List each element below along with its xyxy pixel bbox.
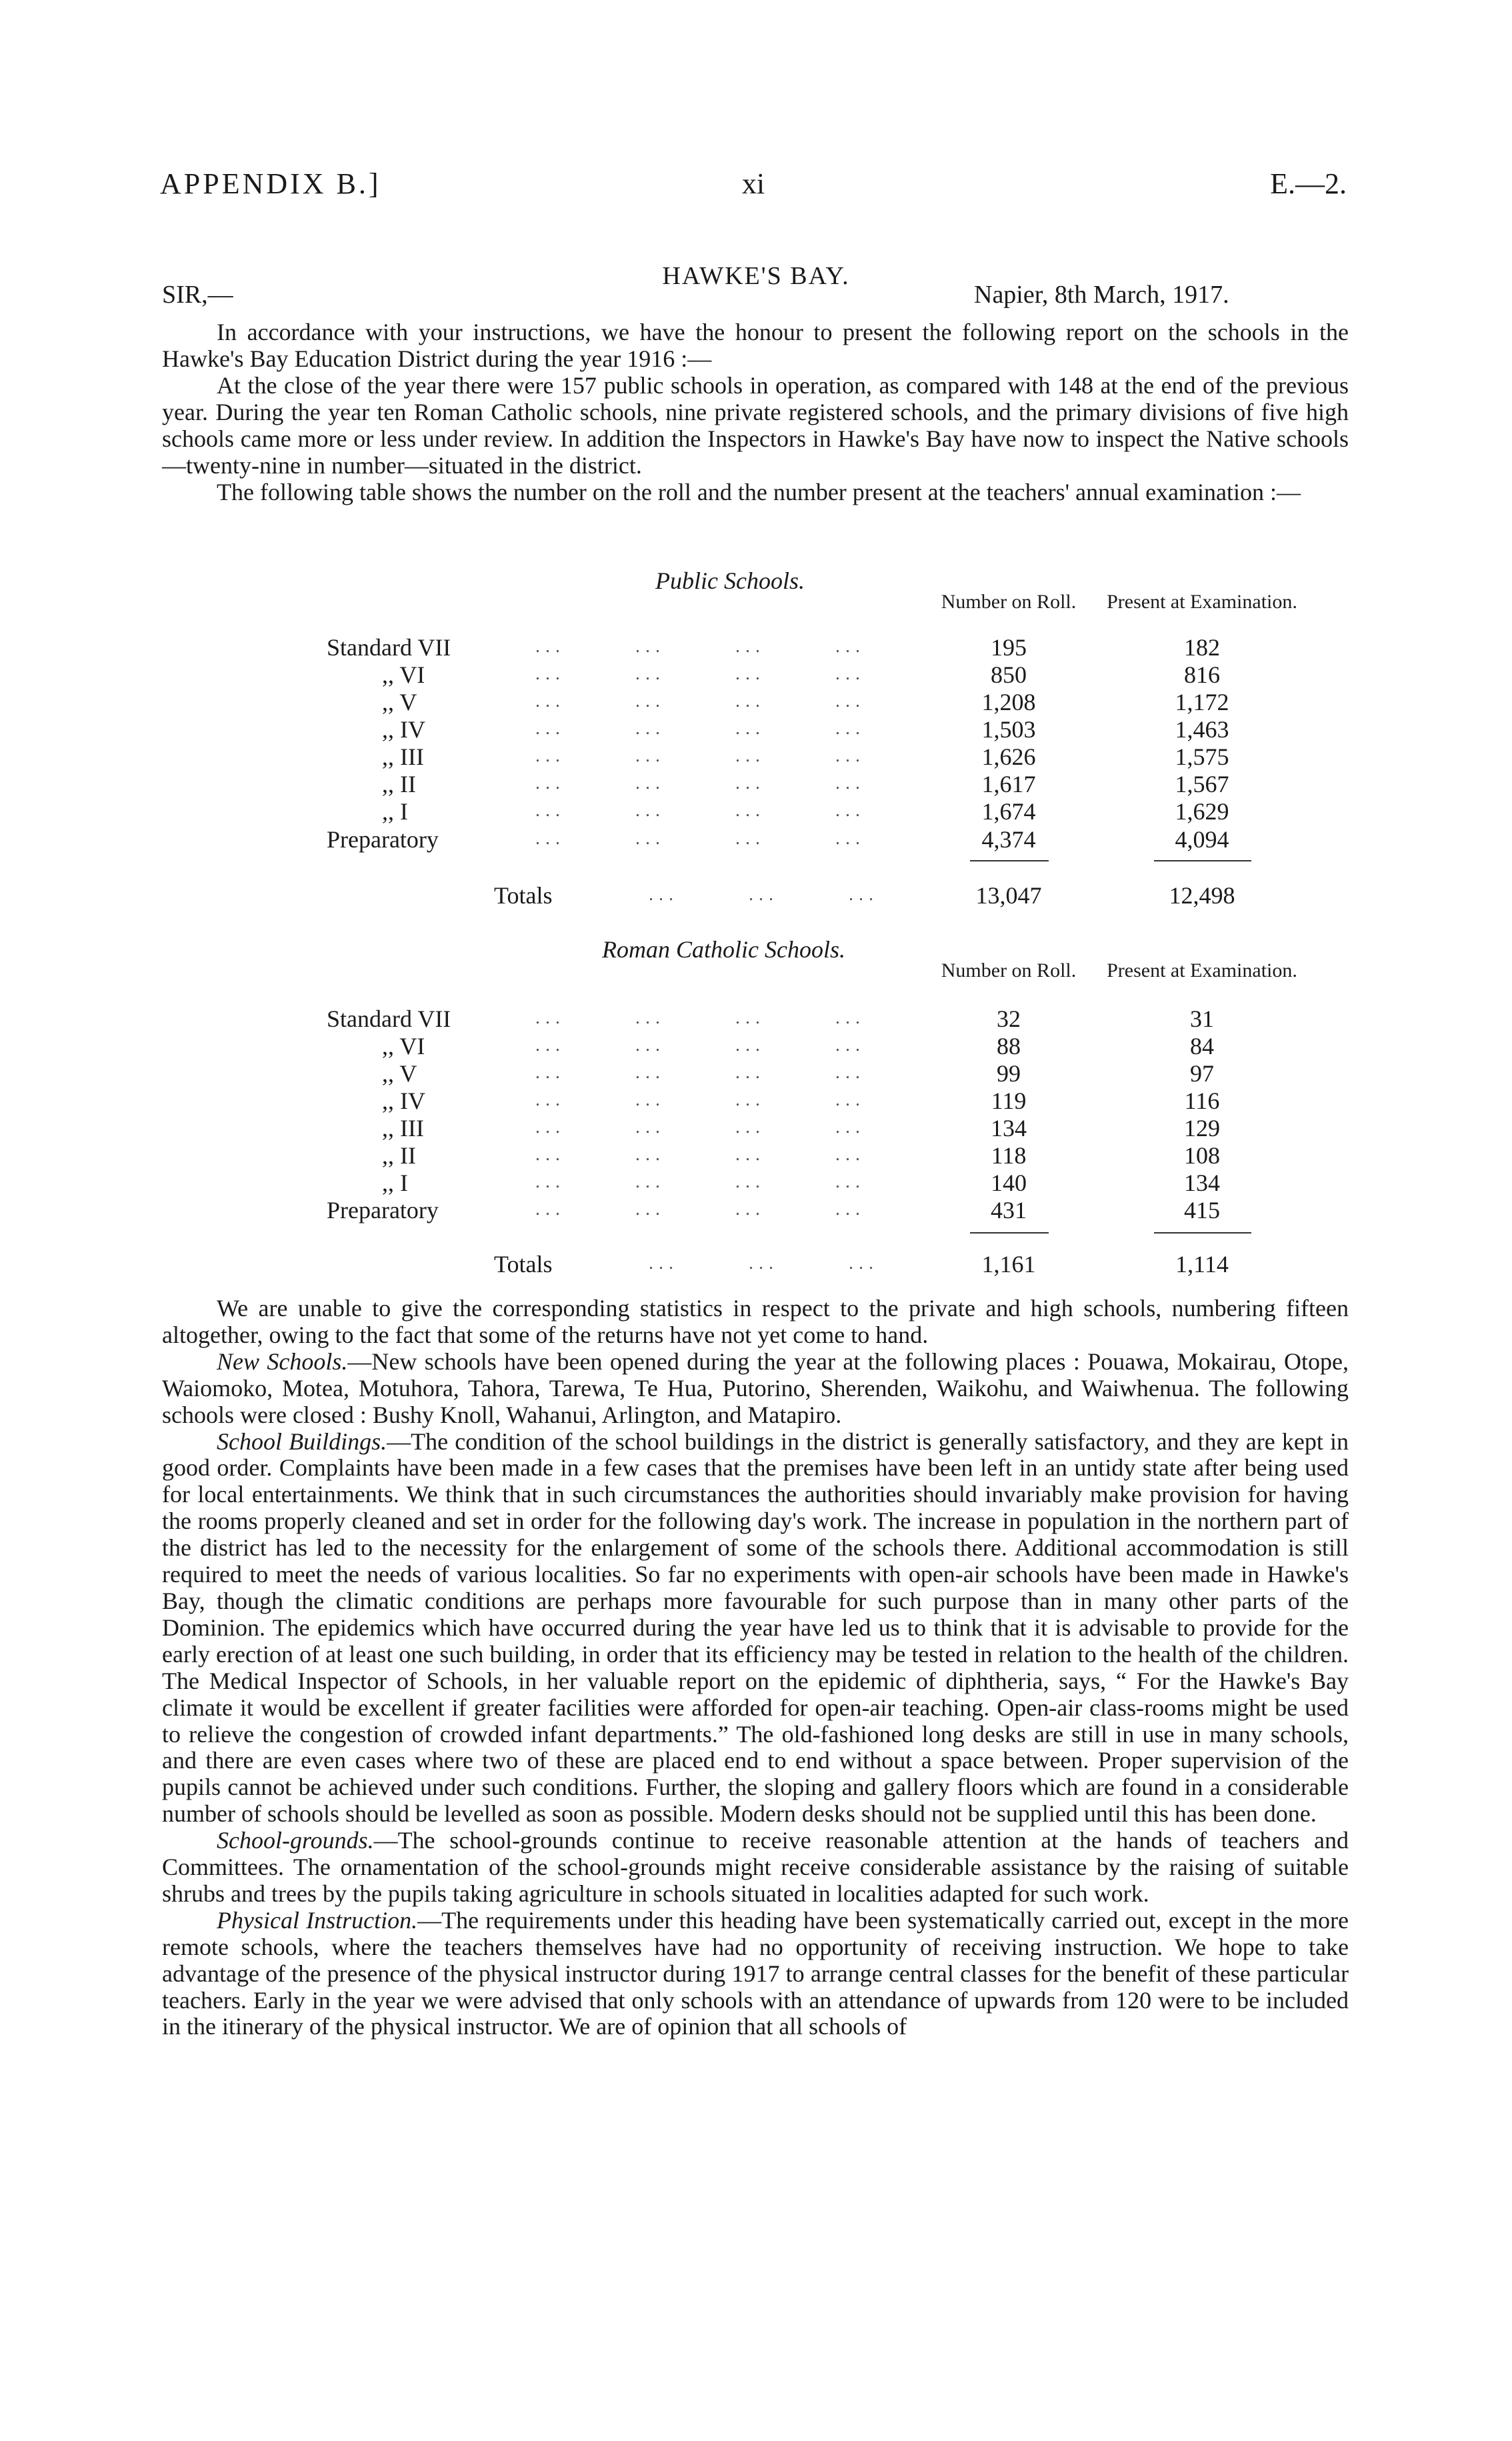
- table-row: [162, 1141, 1349, 1168]
- row-label: ,, VI: [382, 1033, 425, 1059]
- school-buildings-heading: School Buildings.: [217, 1428, 387, 1455]
- table-row: [162, 1059, 1349, 1086]
- physical-instruction-text: —The requirements under this heading have been systematically carried out, except in the more remote schools, where the teachers themselves have had no opportunity of receiving instruction. We hope to take advantage of the presence of the physical instructor during 1917 to arrange central classes for the benefit of these particular teachers. Early in the year we were advised that only schools with an attendance of upwards from 120 were to be included in the itinerary of the physical instructor. We are of opinion that all schools of: [162, 1906, 1349, 2040]
- table-row: [162, 743, 1349, 769]
- present-value: 97: [1190, 1060, 1214, 1087]
- present-value: 4,094: [1175, 826, 1229, 853]
- leader-dots: ... ... ... ...: [535, 1007, 865, 1028]
- totals-present: 12,498: [1169, 882, 1235, 909]
- leader-dots: ... ... ... ...: [535, 1144, 865, 1165]
- roll-value: 88: [997, 1033, 1021, 1059]
- table-row: [162, 797, 1349, 824]
- intro-paragraph: In accordance with your instructions, we have the honour to present the following report on the schools in the Hawke's Bay Education District during the year 1916 :—: [162, 319, 1349, 372]
- new-schools-paragraph: [162, 1349, 1349, 1429]
- table-row: [162, 1005, 1349, 1031]
- page-header: [160, 167, 1347, 213]
- new-schools-text: —New schools have been opened during the year at the following places : Pouawa, Mokairau, Otope, Waiomoko, Motea, Motuhora, Tahora, Tarewa, Te Hua, Putorino, Sherenden, Waikohu, and Waiwhenua. The following schools were closed : Bushy Knoll, Wahanui, Arlington, and Matapiro.: [162, 1348, 1349, 1428]
- row-label: ,, VI: [382, 661, 425, 688]
- row-label: Preparatory: [327, 1197, 439, 1224]
- present-value: 182: [1184, 634, 1220, 661]
- sum-rule: [970, 860, 1049, 861]
- intro-paragraph: At the close of the year there were 157 public schools in operation, as compared with 148 at the end of the previous year. During the year ten Roman Catholic schools, nine private registered schools, and the primary divisions of five high schools came more or less under review. In addition the Inspectors in Hawke's Bay have now to inspect the Native schools—twenty-nine in number—situated in the district.: [162, 372, 1349, 479]
- row-label: ,, IV: [382, 716, 425, 743]
- row-label: ,, IV: [382, 1087, 425, 1114]
- roll-value: 850: [991, 661, 1027, 688]
- col-head-roll: Number on Roll.: [941, 591, 1077, 613]
- totals-roll: 1,161: [981, 1251, 1036, 1278]
- document-code: E.—2.: [1270, 167, 1347, 200]
- intro-paragraph: The following table shows the number on the roll and the number present at the teachers' annual examination :—: [217, 479, 1301, 505]
- roll-value: 119: [991, 1087, 1027, 1114]
- table-row: [162, 1114, 1349, 1141]
- public-schools-table: [162, 567, 1349, 913]
- col-head-present: Present at Examination.: [1107, 959, 1297, 981]
- leader-dots: ... ... ...: [649, 884, 879, 905]
- col-head-present: Present at Examination.: [1107, 591, 1297, 613]
- sum-rule: [1154, 860, 1251, 861]
- table-row: [162, 661, 1349, 687]
- section-title: HAWKE'S BAY.: [662, 262, 850, 290]
- leader-dots: ... ... ... ...: [535, 636, 865, 657]
- table-row: [162, 715, 1349, 742]
- appendix-label: APPENDIX B.]: [160, 167, 381, 200]
- new-schools-heading: New Schools.: [217, 1348, 348, 1375]
- row-label: Preparatory: [327, 826, 439, 853]
- row-label: ,, I: [382, 1169, 408, 1196]
- leader-dots: ... ... ... ...: [535, 1199, 865, 1219]
- leader-dots: ... ... ...: [649, 1253, 879, 1274]
- roll-value: 118: [991, 1142, 1027, 1169]
- present-value: 108: [1184, 1142, 1220, 1169]
- totals-row: [162, 1250, 1349, 1277]
- roll-value: 32: [997, 1005, 1021, 1032]
- school-buildings-text: —The condition of the school buildings in the district is generally satisfactory, and they are kept in good order. Complaints have been made in a few cases that the premises have been left in an untidy state after being used for local entertainments. We think that in such circumstances the authorities should invariably make provision for having the rooms properly cleaned and set in order for the following day's work. The increase in population in the northern part of the district has led to the necessity for the enlargement of some of the schools there. Additional accommodation is still required to meet the needs of various localities. So far no experiments with open-air schools have been made in Hawke's Bay, though the climatic conditions are perhaps more favourable for such purpose than in many other parts of the Dominion. The epidemics which have occurred during the year have led us to think that it is advisable to provide for the early erection of at least one such building, in order that its efficiency may be tested in relation to the health of the children. The Medical Inspector of Schools, in her valuable report on the epidemic of diphtheria, says, “ For the Hawke's Bay climate it would be excellent if greater facilities were afforded for open-air teaching. Open-air class-rooms might be used to relieve the congestion of crowded infant departments.” The old-fashioned long desks are still in use in many schools, and there are even cases where two of these are placed end to end without a space between. Proper supervision of the pupils cannot be achieved under such conditions. Further, the sloping and gallery floors which are found in a considerable number of schools should be levelled as soon as possible. Modern desks should not be supplied until this has been done.: [162, 1428, 1349, 1828]
- salutation: SIR,—: [162, 281, 233, 309]
- table-row: [162, 825, 1349, 852]
- roman-catholic-schools-table: [162, 935, 1349, 1282]
- leader-dots: ... ... ... ...: [535, 1089, 865, 1110]
- roll-value: 195: [991, 634, 1027, 661]
- leader-dots: ... ... ... ...: [535, 1117, 865, 1137]
- school-buildings-paragraph: [162, 1429, 1349, 1828]
- totals-roll: 13,047: [975, 882, 1042, 909]
- roll-value: 99: [997, 1060, 1021, 1087]
- table-row: [162, 1196, 1349, 1223]
- col-head-roll: Number on Roll.: [941, 959, 1077, 981]
- present-value: 116: [1184, 1087, 1220, 1114]
- totals-row: [162, 881, 1349, 908]
- row-label: ,, I: [382, 798, 408, 825]
- row-label: ,, V: [382, 689, 417, 715]
- roll-value: 134: [991, 1115, 1027, 1141]
- school-grounds-heading: School-grounds.: [217, 1827, 374, 1854]
- roll-value: 140: [991, 1169, 1027, 1196]
- totals-label: Totals: [494, 882, 553, 909]
- row-label: ,, II: [382, 771, 416, 797]
- sum-rule: [1154, 1232, 1251, 1234]
- report-body: [162, 1296, 1349, 2040]
- present-value: 1,629: [1175, 798, 1229, 825]
- roll-value: 1,208: [981, 689, 1036, 715]
- leader-dots: ... ... ... ...: [535, 828, 865, 849]
- leader-dots: ... ... ... ...: [535, 1171, 865, 1192]
- present-value: 129: [1184, 1115, 1220, 1141]
- table-row: [162, 1169, 1349, 1195]
- roll-value: 1,503: [981, 716, 1036, 743]
- leader-dots: ... ... ... ...: [535, 800, 865, 821]
- roll-value: 431: [991, 1197, 1027, 1224]
- table-row: [162, 1087, 1349, 1113]
- school-grounds-text: —The school-grounds continue to receive reasonable attention at the hands of teachers and Committees. The ornamentation of the school-grounds might receive considerable assistance by the raising of suitable shrubs and trees by the pupils taking agriculture in schools situated in localities adapted for such work.: [162, 1827, 1349, 1907]
- table-row: [162, 1032, 1349, 1059]
- page-number: xi: [741, 167, 765, 200]
- leader-dots: ... ... ... ...: [535, 718, 865, 739]
- row-label: Standard VII: [327, 1005, 451, 1032]
- sum-rule: [970, 1232, 1049, 1234]
- roll-value: 1,674: [981, 798, 1036, 825]
- table-row: [162, 633, 1349, 660]
- table-row: [162, 688, 1349, 715]
- leader-dots: ... ... ... ...: [535, 663, 865, 684]
- table-row: [162, 770, 1349, 797]
- present-value: 31: [1190, 1005, 1214, 1032]
- physical-instruction-paragraph: [162, 1908, 1349, 2041]
- table-caption: Public Schools.: [655, 567, 805, 594]
- roll-value: 1,617: [981, 771, 1036, 797]
- row-label: ,, V: [382, 1060, 417, 1087]
- private-schools-paragraph: We are unable to give the corresponding statistics in respect to the private and high schools, numbering fifteen altogether, owing to the fact that some of the returns have not yet come to hand.: [162, 1295, 1349, 1348]
- present-value: 134: [1184, 1169, 1220, 1196]
- present-value: 1,463: [1175, 716, 1229, 743]
- row-label: ,, III: [382, 743, 424, 770]
- totals-label: Totals: [494, 1251, 553, 1278]
- present-value: 415: [1184, 1197, 1220, 1224]
- place-date: Napier, 8th March, 1917.: [974, 281, 1229, 309]
- row-label: Standard VII: [327, 634, 451, 661]
- present-value: 816: [1184, 661, 1220, 688]
- roll-value: 1,626: [981, 743, 1036, 770]
- present-value: 1,567: [1175, 771, 1229, 797]
- table-caption: Roman Catholic Schools.: [602, 936, 845, 963]
- leader-dots: ... ... ... ...: [535, 773, 865, 793]
- present-value: 84: [1190, 1033, 1214, 1059]
- leader-dots: ... ... ... ...: [535, 1035, 865, 1055]
- school-grounds-paragraph: [162, 1828, 1349, 1908]
- present-value: 1,172: [1175, 689, 1229, 715]
- leader-dots: ... ... ... ...: [535, 1062, 865, 1083]
- physical-instruction-heading: Physical Instruction.: [217, 1906, 418, 1934]
- roll-value: 4,374: [981, 826, 1036, 853]
- row-label: ,, III: [382, 1115, 424, 1141]
- intro-text: [162, 319, 1349, 505]
- row-label: ,, II: [382, 1142, 416, 1169]
- present-value: 1,575: [1175, 743, 1229, 770]
- leader-dots: ... ... ... ...: [535, 745, 865, 766]
- leader-dots: ... ... ... ...: [535, 691, 865, 711]
- totals-present: 1,114: [1175, 1251, 1229, 1278]
